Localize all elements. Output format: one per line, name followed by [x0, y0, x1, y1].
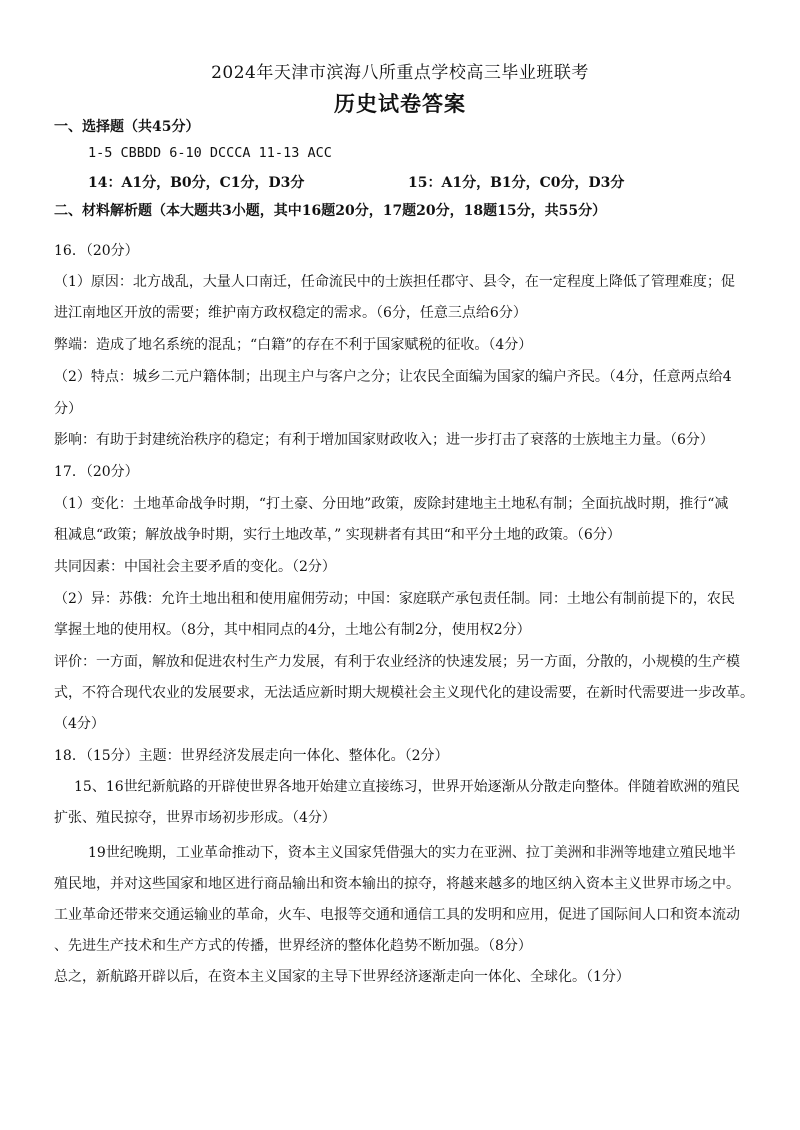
q17-line: 式，不符合现代农业的发展要求，无法适应新时期大规模社会主义现代化的建设需要，在新时代需要进一步改革。: [54, 685, 754, 701]
q16-line: 影响：有助于封建统治秩序的稳定；有利于增加国家财政收入；进一步打击了衰落的士族地主力量。（6分）: [54, 432, 714, 448]
answer-key-title: 历史试卷答案: [334, 91, 466, 116]
q16-line: 进江南地区开放的需要；维护南方政权稳定的需求。（6分，任意三点给6分）: [54, 305, 527, 321]
q17-line: 租减息“政策；解放战争时期，实行土地改革，” 实现耕者有其田“和平分土地的政策。（6分）: [54, 527, 621, 543]
q17-heading: 17．（20分）: [54, 464, 139, 480]
q16-line: 分）: [54, 401, 82, 417]
section-1-heading: 一、选择题（共45分）: [54, 119, 200, 135]
q17-line: 共同因素：中国社会主要矛盾的变化。（2分）: [54, 559, 336, 575]
q18-line: 总之，新航路开辟以后，在资本主义国家的主导下世界经济逐渐走向一体化、全球化。（1分）: [54, 969, 630, 985]
q18-heading: 18．（15分）主题：世界经济发展走向一体化、整体化。（2分）: [54, 748, 449, 764]
q16-line: 弊端：造成了地名系统的混乱；“白籍”的存在不利于国家赋税的征收。（4分）: [54, 337, 533, 353]
q16-line: （1）原因：北方战乱，大量人口南迁，任命流民中的士族担任郡守、县令，在一定程度上降低了管理难度；促: [54, 274, 735, 290]
q16-heading: 16．（20分）: [54, 243, 139, 259]
section-2-heading: 二、材料解析题（本大题共3小题，其中16题20分，17题20分，18题15分，共55分）: [54, 203, 607, 219]
q14-scoring: 14：A1分，B0分，C1分，D3分: [88, 175, 305, 191]
q18-line: 殖民地，并对这些国家和地区进行商品输出和资本输出的掠夺，将越来越多的地区纳入资本主义世界市场之中。: [54, 876, 740, 892]
q17-line: 评价：一方面，解放和促进农村生产力发展，有利于农业经济的快速发展；另一方面，分散的，小规模的生产模: [54, 654, 740, 670]
q17-line: （4分）: [54, 716, 105, 732]
q17-line: （1）变化：土地革命战争时期，“打土豪、分田地”政策，废除封建地主土地私有制；全面抗战时期，推行“减: [54, 496, 729, 512]
q17-line: 掌握土地的使用权。（8分，其中相同点的4分，土地公有制2分，使用权2分）: [54, 622, 531, 638]
q15-scoring: 15：A1分，B1分，C0分，D3分: [408, 175, 625, 191]
exam-title: 2024年天津市滨海八所重点学校高三毕业班联考: [211, 63, 589, 83]
choice-answers: 1-5 CBBDD 6-10 DCCCA 11-13 ACC: [88, 145, 332, 161]
q18-line: 、先进生产技术和生产方式的传播，世界经济的整体化趋势不断加强。（8分）: [54, 938, 532, 954]
q18-line: 19世纪晚期，工业革命推动下，资本主义国家凭借强大的实力在亚洲、拉丁美洲和非洲等地建立殖民地半: [88, 845, 736, 861]
q17-line: （2）异：苏俄：允许土地出租和使用雇佣劳动；中国：家庭联产承包责任制。同：土地公有制前提下的，农民: [54, 591, 735, 607]
q16-line: （2）特点：城乡二元户籍体制；出现主户与客户之分；让农民全面编为国家的编户齐民。（4分，任意两点给4: [54, 369, 732, 385]
q18-line: 工业革命还带来交通运输业的革命，火车、电报等交通和通信工具的发明和应用，促进了国际间人口和资本流动: [54, 907, 740, 923]
q18-line: 15、16世纪新航路的开辟使世界各地开始建立直接练习，世界开始逐渐从分散走向整体。伴随着欧洲的殖民: [74, 779, 740, 795]
q18-line: 扩张、殖民掠夺，世界市场初步形成。（4分）: [54, 810, 336, 826]
